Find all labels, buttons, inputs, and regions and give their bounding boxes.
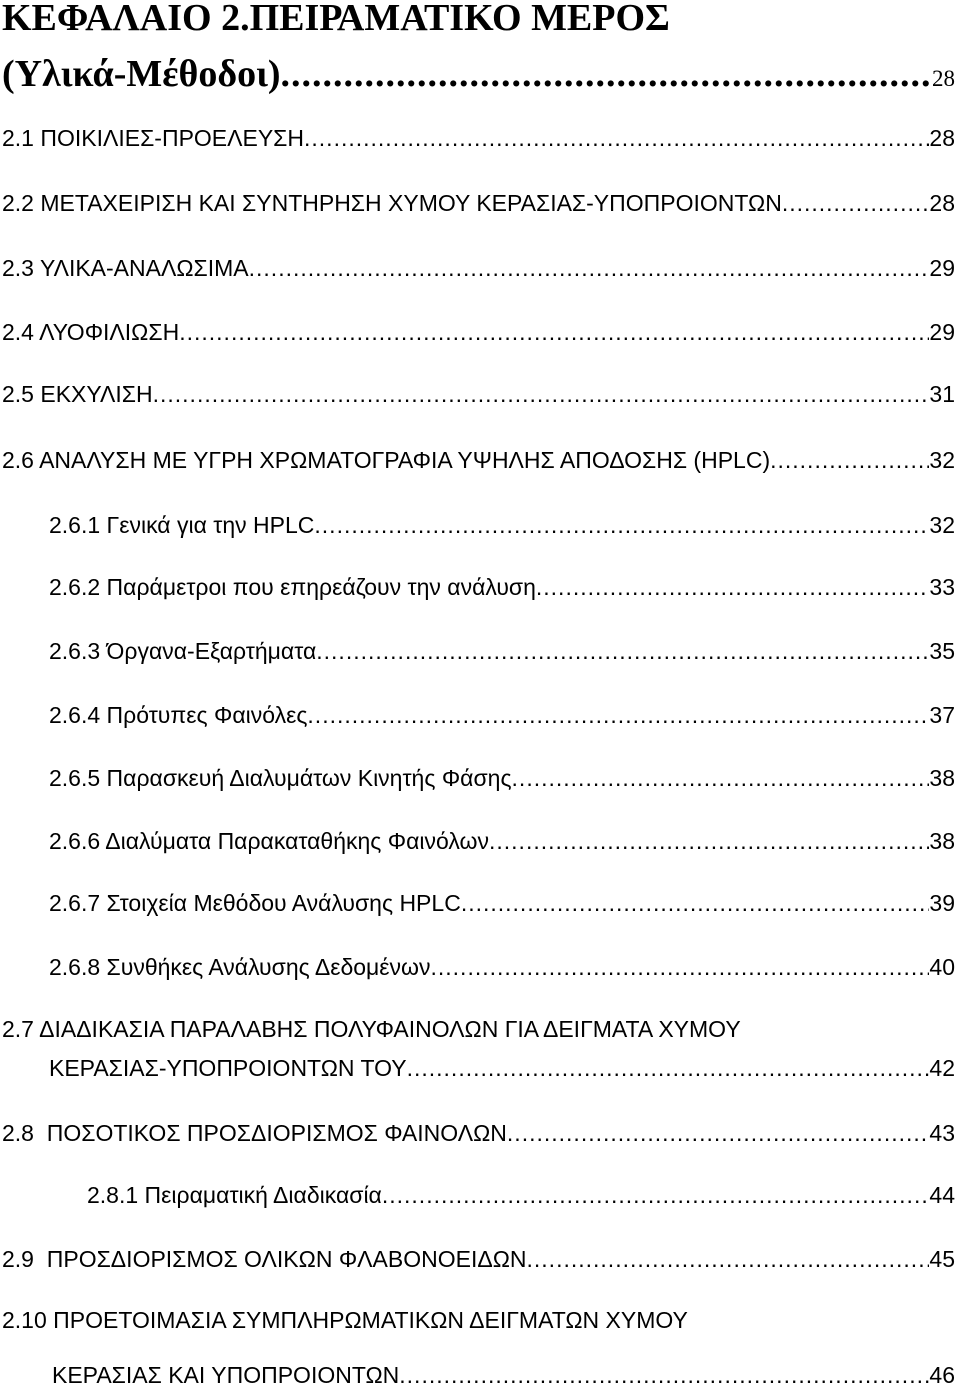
dot-leader [461,888,930,918]
dot-leader [431,952,930,982]
chapter-title-entry[interactable] [2,50,955,103]
toc-entry-page: 38 [929,765,955,791]
toc-entry-2-6-3[interactable] [49,636,955,666]
toc-entry-2-7[interactable] [49,1053,955,1083]
dot-leader [782,188,930,218]
toc-entry-title: 2.9 ΠΡΟΣΔΙΟΡΙΣΜΟΣ ΟΛΙΚΩΝ ΦΛΑΒΟΝΟΕΙΔΩΝ [2,1246,527,1272]
toc-entry-title: 2.3 ΥΛΙΚΑ-ΑΝΑΛΩΣΙΜΑ [2,255,249,281]
toc-entry-page: 35 [929,638,955,664]
toc-entry-page: 28 [929,125,955,151]
toc-entry-2-6-1[interactable] [49,510,955,540]
toc-entry-page: 29 [929,255,955,281]
chapter-page-number: 28 [932,66,955,91]
toc-entry-2-2[interactable] [2,188,955,218]
toc-entry-title: 2.1 ΠΟΙΚΙΛΙΕΣ-ΠΡΟΕΛΕΥΣΗ [2,125,305,151]
toc-entry-2-6-6[interactable] [49,826,955,856]
toc-entry-page: 44 [929,1182,955,1208]
toc-entry-page: 32 [929,512,955,538]
toc-entry-title: 2.6.3 Όργανα-Εξαρτήματα [49,638,317,664]
toc-entry-2-10-line1[interactable]: 2.10 ΠΡΟΕΤΟΙΜΑΣΙΑ ΣΥΜΠΛΗΡΩΜΑΤΙΚΩΝ ΔΕΙΓΜΑΤΩΝ ΧΥΜΟΥ [2,1307,688,1333]
dot-leader [770,445,929,475]
toc-entry-page: 42 [929,1055,955,1081]
toc-entry-2-4[interactable] [2,317,955,347]
dot-leader [512,763,930,793]
toc-entry-2-6-2[interactable] [49,572,955,602]
dot-leader [179,317,929,347]
toc-entry-2-9[interactable] [2,1244,955,1274]
toc-entry-page: 32 [929,447,955,473]
toc-entry-title: 2.4 ΛΥΟΦΙΛΙΩΣΗ [2,319,180,345]
toc-entry-title: ΚΕΡΑΣΙΑΣ ΚΑΙ ΥΠΟΠΡΟΙΟΝΤΩΝ [52,1362,400,1388]
dot-leader [489,826,929,856]
toc-entry-title: 2.6.2 Παράμετροι που επηρεάζουν την ανάλυση [49,574,536,600]
toc-entry-2-8[interactable] [2,1118,955,1148]
toc-entry-title: 2.6.5 Παρασκευή Διαλυμάτων Κινητής Φάσης [49,765,512,791]
toc-entry-title: 2.2 ΜΕΤΑΧΕΙΡΙΣΗ ΚΑΙ ΣΥΝΤΗΡΗΣΗ ΧΥΜΟΥ ΚΕΡΑΣΙΑΣ-ΥΠΟΠΡΟΙΟΝΤΩΝ [2,190,782,216]
toc-entry-2-1[interactable] [2,123,955,153]
toc-entry-title: 2.6.4 Πρότυπες Φαινόλες [49,702,308,728]
toc-entry-title: 2.6.1 Γενικά για την HPLC [49,512,315,538]
toc-entry-title: 2.6.8 Συνθήκες Ανάλυσης Δεδομένων [49,954,431,980]
toc-entry-2-6-7[interactable] [49,888,955,918]
toc-entry-page: 37 [929,702,955,728]
dot-leader [281,50,932,98]
dot-leader [399,1360,929,1390]
toc-entry-2-6-5[interactable] [49,763,955,793]
toc-entry-title: 2.6 ΑΝΑΛΥΣΗ ΜΕ ΥΓΡΗ ΧΡΩΜΑΤΟΓΡΑΦΙΑ ΥΨΗΛΗΣ ΑΠΟΔΟΣΗΣ (HPLC) [2,447,771,473]
toc-entry-2-6[interactable] [2,445,955,475]
toc-entry-2-6-4[interactable] [49,700,955,730]
toc-entry-page: 39 [929,890,955,916]
dot-leader [316,636,929,666]
toc-entry-2-5[interactable] [2,379,955,409]
toc-entry-title: 2.5 ΕΚΧΥΛΙΣΗ [2,381,153,407]
dot-leader [527,1244,930,1274]
toc-entry-page: 33 [929,574,955,600]
toc-entry-page: 40 [929,954,955,980]
dot-leader [507,1118,929,1148]
dot-leader [536,572,930,602]
toc-entry-title: 2.8.1 Πειραματική Διαδικασία [87,1182,382,1208]
toc-entry-page: 29 [929,319,955,345]
toc-entry-page: 43 [929,1120,955,1146]
toc-entry-page: 46 [929,1362,955,1388]
toc-entry-page: 31 [929,381,955,407]
toc-entry-title: 2.6.7 Στοιχεία Μεθόδου Ανάλυσης HPLC [49,890,461,916]
toc-entry-title: 2.8 ΠΟΣΟΤΙΚΟΣ ΠΡΟΣΔΙΟΡΙΣΜΟΣ ΦΑΙΝΟΛΩΝ [2,1120,507,1146]
toc-entry-page: 28 [929,190,955,216]
toc-entry-title: ΚΕΡΑΣΙΑΣ-ΥΠΟΠΡΟΙΟΝΤΩΝ ΤΟΥ [49,1055,407,1081]
toc-entry-2-7-line1[interactable]: 2.7 ΔΙΑΔΙΚΑΣΙΑ ΠΑΡΑΛΑΒΗΣ ΠΟΛΥΦΑΙΝΟΛΩΝ ΓΙΑ ΔΕΙΓΜΑΤΑ ΧΥΜΟΥ [2,1016,741,1042]
chapter-title-line1: ΚΕΦΑΛΑΙΟ 2.ΠΕΙΡΑΜΑΤΙΚΟ ΜΕΡΟΣ [2,0,670,39]
dot-leader [153,379,930,409]
toc-entry-page: 45 [929,1246,955,1272]
toc-entry-2-6-8[interactable] [49,952,955,982]
dot-leader [407,1053,930,1083]
chapter-title-line2: (Υλικά-Μέθοδοι) [2,53,281,95]
dot-leader [249,253,930,283]
dot-leader [314,510,929,540]
dot-leader [307,700,929,730]
toc-entry-page: 38 [929,828,955,854]
dot-leader [304,123,929,153]
dot-leader [382,1180,930,1210]
toc-entry-2-10[interactable] [52,1360,955,1390]
toc-entry-2-3[interactable] [2,253,955,283]
toc-entry-2-8-1[interactable] [87,1180,955,1210]
toc-entry-title: 2.6.6 Διαλύματα Παρακαταθήκης Φαινόλων [49,828,489,854]
